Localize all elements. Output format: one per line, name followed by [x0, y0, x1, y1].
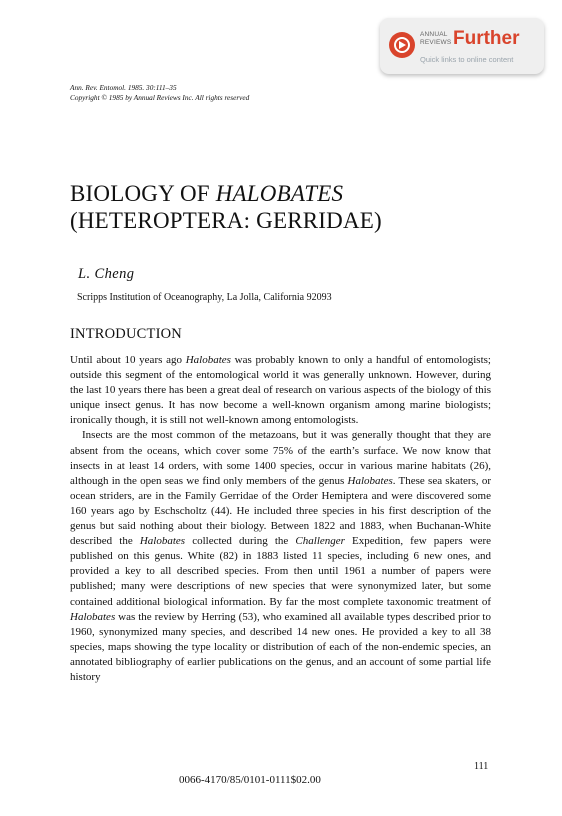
badge-subtitle: Quick links to online content	[420, 55, 514, 64]
paragraph-text: was the review by Herring (53), who examined all available types described prior to 1960, synonymized many species, and described 14 new ones. He provided a key to all 38 species, maps showing the type locality or distribution of each of the non-endemic species, an annotated bibliography of earlier publications on the genus, and an account of some partial life history	[70, 610, 491, 683]
copyright-line: Copyright © 1985 by Annual Reviews Inc. All rights reserved	[70, 92, 250, 102]
journal-citation: Ann. Rev. Entomol. 1985. 30:111–35	[70, 83, 177, 92]
italic-text: Halobates	[185, 354, 231, 366]
paragraph-text: Expedition, few papers were published on this genus. White (82) in 1883 listed 11 species, including 6 new ones, and provided a key to all described species. From then until 1961 a number of papers were published; many were descriptions of new species that were synonymized later, but some contained additional biological information. By far the most complete taxonomic treatment of	[70, 535, 491, 608]
paragraph-text: collected during the	[185, 535, 296, 548]
badge-further: Further	[453, 28, 520, 49]
section-heading: INTRODUCTION	[70, 326, 182, 342]
title-prefix: BIOLOGY OF	[70, 181, 216, 206]
title-line2: (HETEROPTERA: GERRIDAE)	[70, 208, 382, 233]
body-paragraph	[70, 428, 491, 685]
further-badge[interactable]	[380, 18, 544, 74]
italic-text: Halobates	[70, 610, 116, 623]
body-paragraph	[70, 353, 491, 428]
italic-text: Halobates	[347, 474, 393, 487]
paragraph-text: . These sea skaters, or ocean striders, are in the Family Gerridae of the Order Hemiptera and were discovered some 160 years ago by Eschscholtz (44). He included three species in his first description of the genus but said nothing about their biology. Between 1822 and 1883, when Buchanan-White described the	[70, 474, 491, 548]
author-name: L. Cheng	[78, 266, 135, 282]
badge-annual: ANNUAL	[420, 31, 448, 38]
badge-reviews: REVIEWS	[420, 39, 452, 46]
paragraph-text: Insects are the most common of the metazoans, but it was generally thought that they are absent from the oceans, which cover some 75% of the earth’s surface. We now know that insects in at least 14 orders, with some 1400 species, occur in various marine habitats (26), although in the open seas we find only members of the genus	[70, 429, 491, 487]
journal-header	[70, 83, 249, 102]
play-arrow-icon	[389, 32, 415, 58]
italic-text: Challenger	[295, 535, 345, 548]
paragraph-text: was probably known to only a handful of entomologists; outside this segment of the entomological world it was generally unknown. However, during the last 10 years there has been a great deal of research on various aspects of the biology of this unique insect genus. It has now become a well-known organism among marine biologists; ironically though, it is still not well-known among entomologists.	[70, 354, 491, 427]
italic-text: Halobates	[139, 535, 186, 548]
article-title	[70, 180, 382, 234]
title-genus: HALOBATES	[215, 181, 344, 206]
body-text	[70, 353, 491, 685]
paragraph-text: Until about 10 years ago	[70, 354, 186, 366]
footer-code: 0066-4170/85/0101-0111$02.00	[179, 774, 321, 786]
page-number: 111	[474, 761, 489, 772]
author-affiliation: Scripps Institution of Oceanography, La Jolla, California 92093	[77, 292, 332, 303]
